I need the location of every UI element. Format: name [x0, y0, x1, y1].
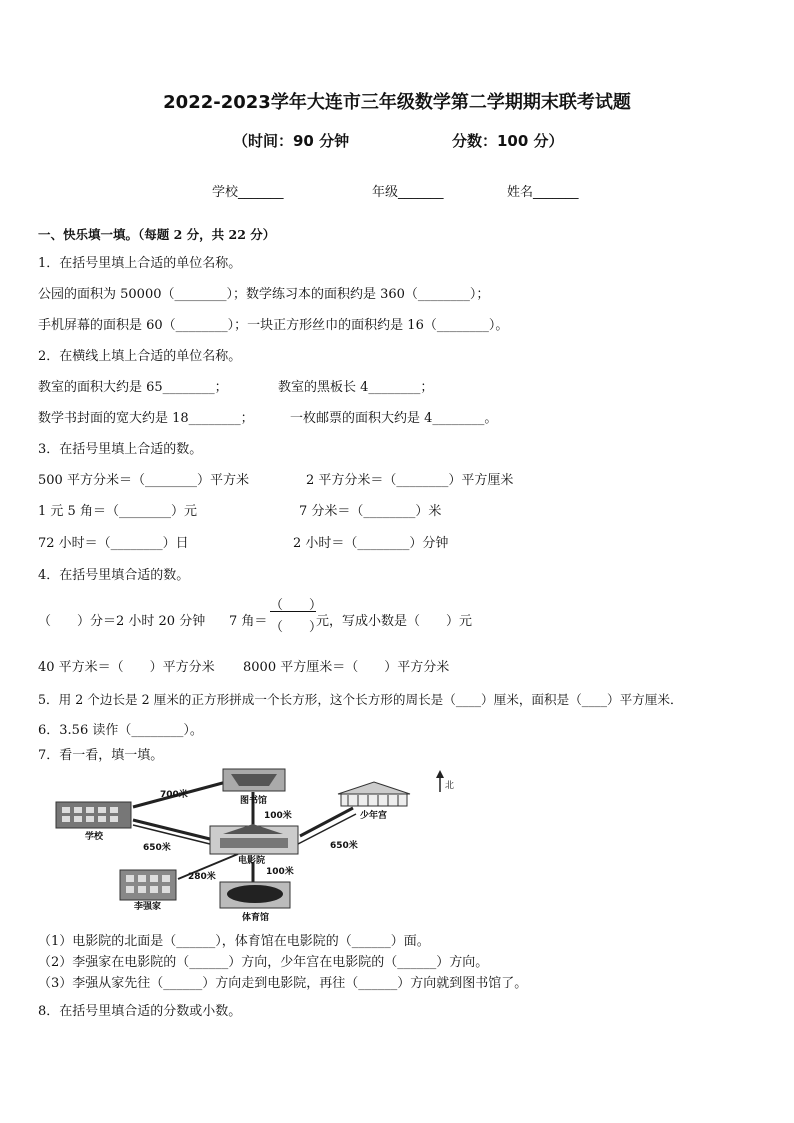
q3-a: 500 平方分米＝（________）平方米	[38, 473, 249, 488]
q6-text: 6．3.56 读作（________）。	[38, 723, 203, 738]
q7-part1: （1）电影院的北面是（______），体育馆在电影院的（______）面。	[38, 934, 430, 949]
q7-stem: 7．看一看，填一填。	[38, 748, 164, 763]
map-distance-cinema-palace: 650米	[330, 841, 358, 851]
q3-e: 72 小时＝（________）日	[38, 536, 189, 551]
location-map	[48, 764, 468, 924]
q7-part2: （2）李强家在电影院的（______）方向，少年宫在电影院的（______）方向。	[38, 955, 489, 970]
fraction-bar	[270, 611, 316, 612]
map-label-north: 北	[445, 781, 455, 791]
q4-b-prefix: 7 角＝	[229, 614, 268, 629]
q3-stem: 3．在括号里填上合适的数。	[38, 442, 203, 457]
map-distance-cinema-gym: 100米	[266, 867, 294, 877]
q2-c: 数学书封面的宽大约是 18________；	[38, 411, 254, 426]
gym-building-icon	[220, 882, 290, 908]
map-distance-school-library: 700米	[160, 790, 188, 800]
school-building-icon	[56, 802, 131, 828]
q4-c: 40 平方米＝（ ）平方分米	[38, 660, 215, 675]
map-label-youth-palace: 少年宫	[360, 811, 388, 821]
cinema-building-icon	[210, 824, 298, 854]
q2-a: 教室的面积大约是 65________；	[38, 380, 228, 395]
north-arrow-icon	[436, 770, 444, 792]
li-home-building-icon	[120, 870, 176, 900]
q4-stem: 4．在括号里填合适的数。	[38, 568, 190, 583]
q2-stem: 2．在横线上填上合适的单位名称。	[38, 349, 242, 364]
exam-time: （时间：90 分钟	[233, 132, 350, 150]
exam-score: 分数：100 分）	[452, 132, 564, 150]
q4-b-suffix: 元，写成小数是（ ）元	[316, 614, 473, 629]
q2-d: 一枚邮票的面积大约是 4________。	[290, 411, 498, 426]
q4-d: 8000 平方厘米＝（ ）平方分米	[243, 660, 450, 675]
library-building-icon	[223, 769, 285, 791]
map-label-school: 学校	[85, 832, 104, 842]
fraction-numerator: （ ）	[270, 598, 323, 613]
school-field: 学校_______	[212, 185, 284, 200]
q3-d: 7 分米＝（________）米	[299, 504, 442, 519]
q3-f: 2 小时＝（________）分钟	[293, 536, 449, 551]
q1-line2: 手机屏幕的面积是 60（________）；一块正方形丝巾的面积约是 16（________）。	[38, 318, 509, 333]
youth-palace-building-icon	[338, 782, 410, 806]
map-label-gym: 体育馆	[242, 913, 270, 923]
road-cinema-palace	[300, 808, 353, 836]
q4-fraction	[270, 594, 323, 638]
map-label-li-home: 李强家	[134, 902, 162, 912]
q8-stem: 8．在括号里填合适的分数或小数。	[38, 1004, 242, 1019]
map-distance-home-cinema: 280米	[188, 872, 216, 882]
q3-c: 1 元 5 角＝（________）元	[38, 504, 197, 519]
road-school-cinema	[133, 820, 218, 841]
map-distance-school-cinema: 650米	[143, 843, 171, 853]
section-heading: 一、快乐填一填。（每题 2 分，共 22 分）	[38, 227, 276, 242]
q4-a: （ ）分＝2 小时 20 分钟	[38, 614, 206, 629]
q1-line1: 公园的面积为 50000（________）；数学练习本的面积约是 360（________）；	[38, 287, 490, 302]
q5-text: 5．用 2 个边长是 2 厘米的正方形拼成一个长方形，这个长方形的周长是（____）厘米，面积是（____）平方厘米．	[38, 692, 683, 707]
name-field: 姓名_______	[507, 185, 579, 200]
q2-b: 教室的黑板长 4________；	[278, 380, 434, 395]
grade-field: 年级_______	[372, 185, 444, 200]
page-title: 2022-2023学年大连市三年级数学第二学期期末联考试题	[163, 92, 631, 113]
q1-stem: 1．在括号里填上合适的单位名称。	[38, 256, 242, 271]
fraction-denominator: （ ）	[270, 620, 323, 635]
map-label-library: 图书馆	[240, 796, 268, 806]
q7-part3: （3）李强从家先往（______）方向走到电影院，再往（______）方向就到图书馆了。	[38, 976, 528, 991]
map-distance-library-cinema: 100米	[264, 811, 292, 821]
q3-b: 2 平方分米＝（________）平方厘米	[306, 473, 514, 488]
map-label-cinema: 电影院	[238, 856, 266, 866]
